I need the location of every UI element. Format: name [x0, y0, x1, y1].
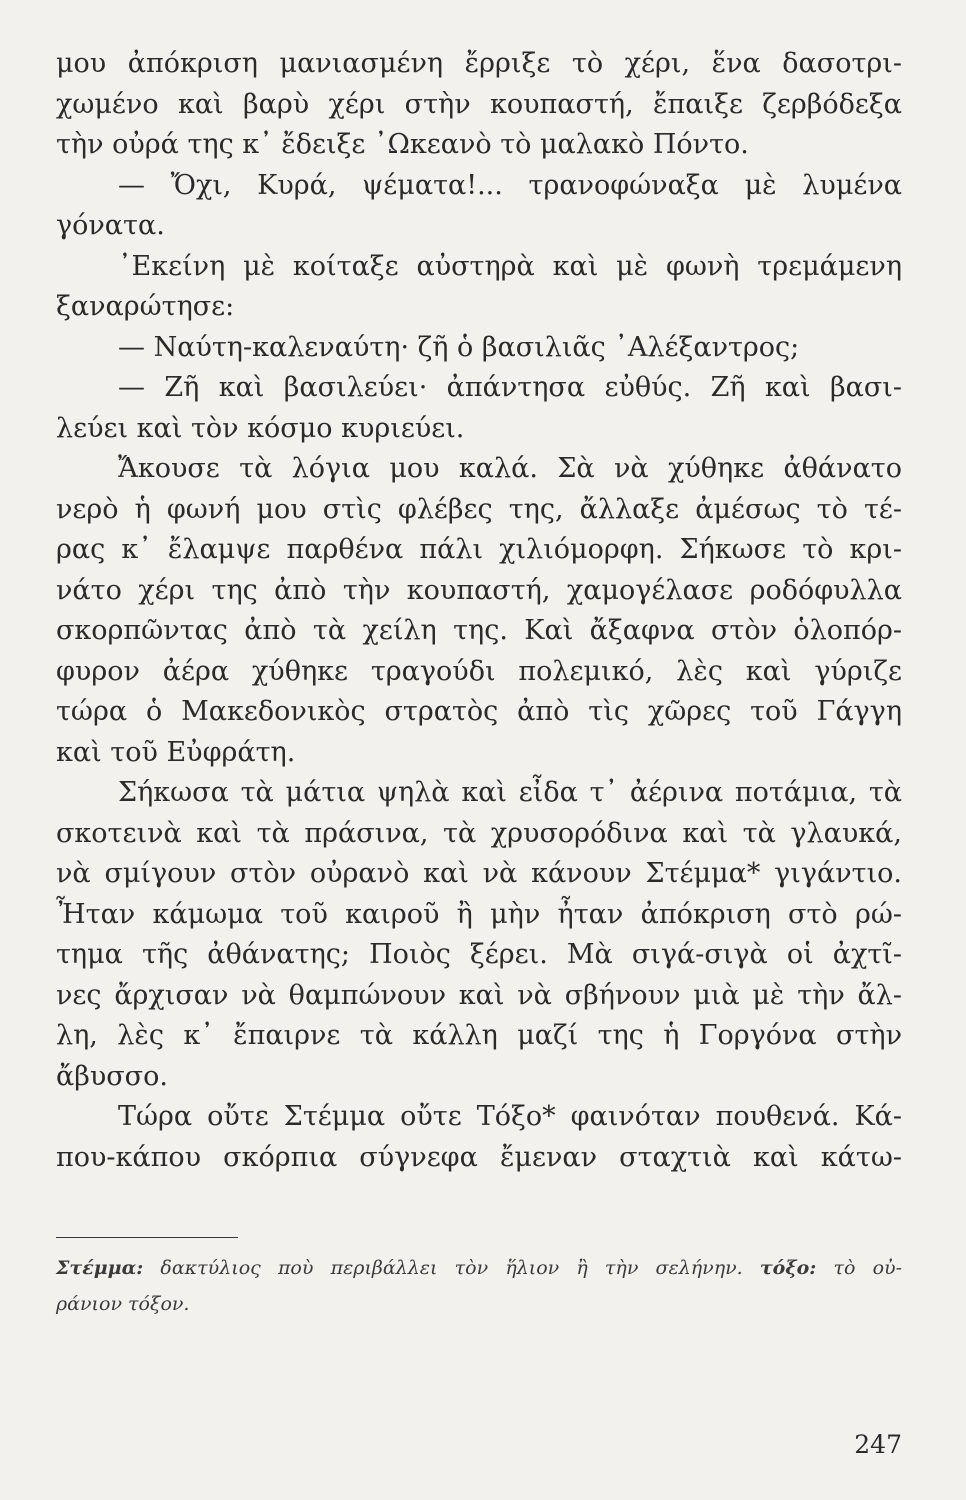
page-number: 247 — [854, 1430, 902, 1459]
text-line: νες ἄρχισαν νὰ θαμπώνουν καὶ νὰ σβήνουν μιὰ μὲ τὴν ἄλ- — [56, 979, 902, 1011]
footnote-definition: τὸ οὐ- — [833, 1257, 902, 1279]
footnote — [56, 1250, 902, 1322]
text-line: — Ζῆ καὶ βασιλεύει· ἀπάντησα εὐθύς. Ζῆ καὶ βασι- — [118, 372, 902, 403]
text-line: γόνατα. — [56, 210, 165, 241]
text-line: — Ναύτη-καλεναύτη· ζῆ ὁ βασιλιᾶς ᾿Αλέξαντρος; — [118, 331, 800, 363]
body-text — [56, 44, 902, 1178]
text-line: μου ἀπόκριση μανιασμένη ἔρριξε τὸ χέρι, ἕνα δασοτρι- — [56, 48, 902, 79]
footnote-term: τόξο: — [759, 1257, 817, 1279]
text-line: νὰ σμίγουν στὸν οὐρανὸ καὶ νὰ κάνουν Στέμμα* γιγάντιο. — [56, 858, 902, 889]
text-line: νερὸ ἡ φωνή μου στὶς φλέβες της, ἄλλαξε ἀμέσως τὸ τέ- — [56, 493, 902, 525]
text-line: Ἦταν κάμωμα τοῦ καιροῦ ἢ μὴν ἦταν ἀπόκριση στὸ ρώ- — [56, 898, 902, 930]
footnote-line: ράνιον τόξον. — [56, 1293, 190, 1315]
text-line: καὶ τοῦ Εὐφράτη. — [56, 736, 296, 768]
text-line: νάτο χέρι της ἀπὸ τὴν κουπαστή, χαμογέλασε ροδόφυλλα — [56, 574, 902, 606]
text-line: ἄβυσσο. — [56, 1060, 168, 1092]
text-line: τώρα ὁ Μακεδονικὸς στρατὸς ἀπὸ τὶς χῶρες τοῦ Γάγγη — [56, 696, 902, 727]
text-line: σκορπῶντας ἀπὸ τὰ χείλη της. Καὶ ἄξαφνα στὸν ὁλοπόρ- — [56, 615, 902, 646]
text-line: Ἄκουσε τὰ λόγια μου καλά. Σὰ νὰ χύθηκε ἀθάνατο — [118, 453, 902, 484]
footnote-term: Στέμμα: — [56, 1257, 144, 1279]
text-line: ρας κ᾿ ἔλαμψε παρθένα πάλι χιλιόμορφη. Σήκωσε τὸ κρι- — [56, 534, 902, 565]
text-line: φυρον ἀέρα χύθηκε τραγούδι πολεμικό, λὲς καὶ γύριζε — [56, 655, 902, 687]
text-line: Τώρα οὔτε Στέμμα οὔτε Τόξο* φαινόταν πουθενά. Κά- — [118, 1101, 902, 1132]
footnote-line — [56, 1250, 902, 1286]
text-line: τὴν οὐρά της κ᾿ ἔδειξε ᾿Ωκεανὸ τὸ μαλακὸ Πόντο. — [56, 129, 749, 160]
text-line: Σήκωσα τὰ μάτια ψηλὰ καὶ εἶδα τ᾿ ἀέρινα ποτάμια, τὰ — [118, 777, 902, 808]
text-line: τημα τῆς ἀθάνατης; Ποιὸς ξέρει. Μὰ σιγά-σιγὰ οἱ ἀχτῖ- — [56, 939, 902, 970]
text-line: ξαναρώτησε: — [56, 291, 235, 322]
text-line: — Ὄχι, Κυρά, ψέματα!... τρανοφώναξα μὲ λυμένα — [118, 169, 902, 201]
footnote-definition: δακτύλιος ποὺ περιβάλλει τὸν ἥλιον ἢ τὴν σελήνην. — [160, 1257, 743, 1279]
text-line: λη, λὲς κ᾿ ἔπαιρνε τὰ κάλλη μαζί της ἡ Γοργόνα στὴν — [56, 1020, 902, 1051]
text-line: λεύει καὶ τὸν κόσμο κυριεύει. — [56, 412, 465, 444]
footnote-rule — [56, 1237, 238, 1238]
text-line: χωμένο καὶ βαρὺ χέρι στὴν κουπαστή, ἔπαιξε ζερβόδεξα — [56, 88, 902, 120]
text-line: που-κάπου σκόρπια σύγνεφα ἔμεναν σταχτιὰ καὶ κάτω- — [56, 1141, 902, 1173]
text-line: ᾿Εκείνη μὲ κοίταξε αὐστηρὰ καὶ μὲ φωνὴ τρεμάμενη — [118, 250, 902, 282]
text-line: σκοτεινὰ καὶ τὰ πράσινα, τὰ χρυσορόδινα καὶ τὰ γλαυκά, — [56, 817, 902, 849]
